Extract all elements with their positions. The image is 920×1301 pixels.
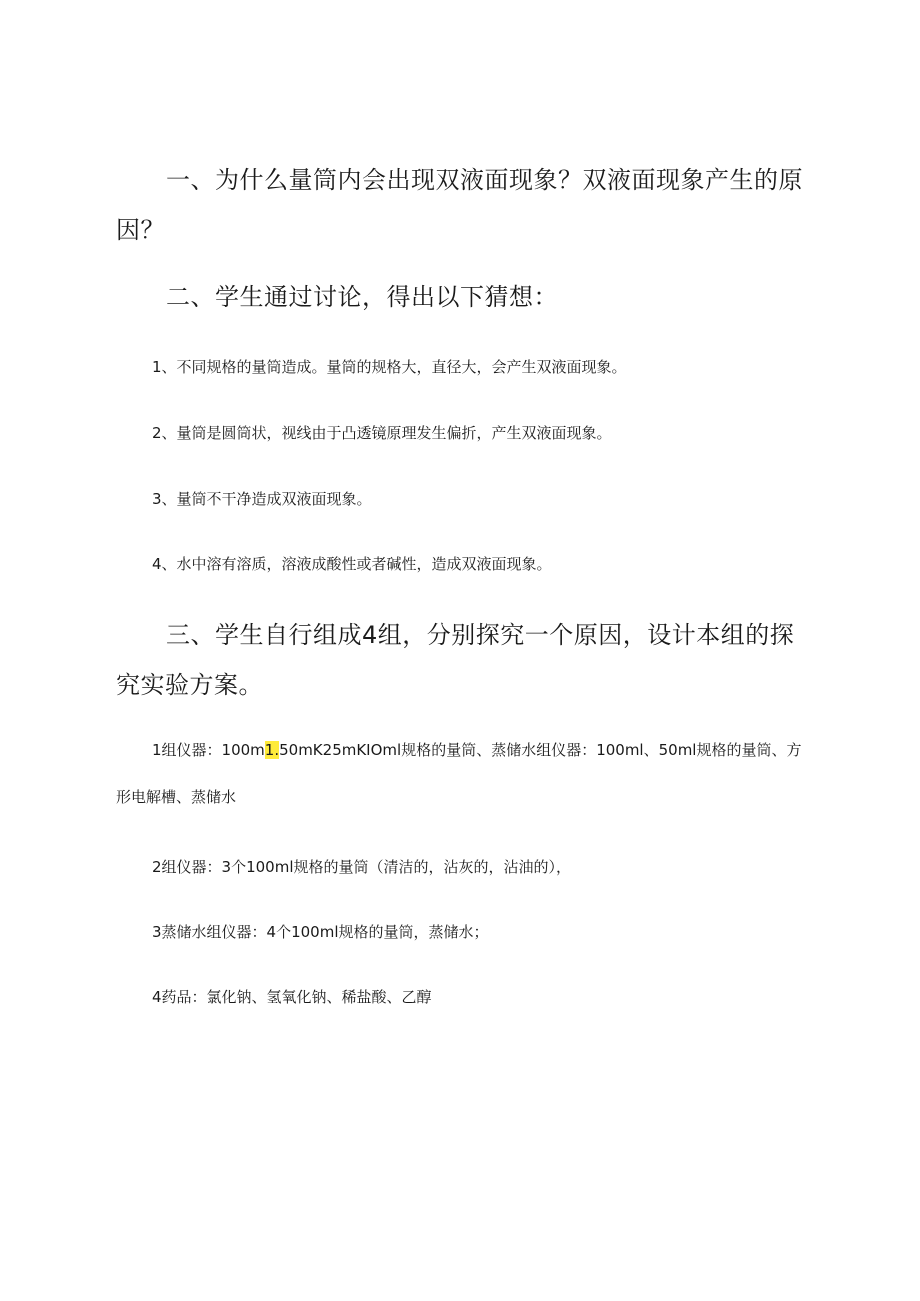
group-2-equipment: 2组仪器：3个100ml规格的量筒（清洁的，沾灰的，沾油的），: [152, 858, 571, 876]
group-3-equipment: 3蒸储水组仪器：4个100ml规格的量筒，蒸储水；: [152, 923, 489, 941]
group-1-text-a: 1组仪器：100m: [152, 741, 265, 759]
highlighted-text: 1.: [264, 741, 280, 759]
group-1-text-b: 50mK25mKIOml规格的量筒、蒸储水组仪器：100ml、50ml规格的量筒、方形电解槽、蒸储水: [116, 741, 802, 806]
heading-experiment-plan: 三、学生自行组成4组，分别探究一个原因，设计本组的探究实验方案。: [116, 621, 795, 699]
heading-discussion: 二、学生通过讨论，得出以下猜想：: [166, 283, 558, 311]
guess-item-4: 4、水中溶有溶质，溶液成酸性或者碱性，造成双液面现象。: [152, 555, 552, 573]
group-1-equipment: [116, 727, 806, 821]
guess-item-2: 2、量筒是圆筒状，视线由于凸透镜原理发生偏折，产生双液面现象。: [152, 424, 612, 442]
guess-item-1: 1、不同规格的量筒造成。量筒的规格大，直径大，会产生双液面现象。: [152, 358, 627, 376]
guess-item-3: 3、量筒不干净造成双液面现象。: [152, 490, 372, 508]
group-4-reagents: 4药品：氯化钠、氢氧化钠、稀盐酸、乙醇: [152, 988, 432, 1006]
heading-question-1: 一、为什么量筒内会出现双液面现象？双液面现象产生的原因？: [116, 166, 803, 244]
